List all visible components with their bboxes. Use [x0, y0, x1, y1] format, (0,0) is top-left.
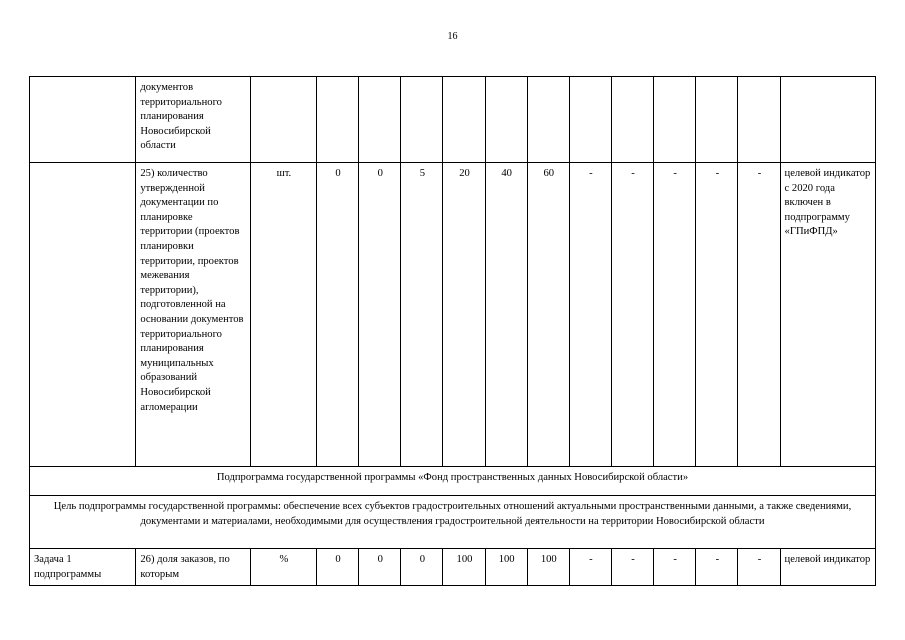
value-cell: - — [569, 549, 611, 586]
value-cell: 100 — [527, 549, 569, 586]
value-cell: - — [696, 163, 738, 467]
table-row — [30, 496, 876, 549]
value-cell: 0 — [401, 549, 443, 586]
value-cell: 0 — [359, 549, 401, 586]
value-cell: 5 — [401, 163, 443, 467]
value-cell: 0 — [359, 163, 401, 467]
value-cell: - — [738, 163, 780, 467]
note-cell: целевой индикатор — [780, 549, 875, 586]
value-cell: - — [654, 163, 696, 467]
unit-cell: шт. — [250, 163, 316, 467]
value-cell: - — [569, 163, 611, 467]
task-cell — [30, 163, 136, 467]
subprogram-goal: Цель подпрограммы государственной программы: обеспечение всех субъектов градостроительных отношений актуальными пространственными данными, а также сведениями, документами и материалами, необходимыми для осуществления градостроительной деятельности на территории Новосибирской области — [30, 496, 876, 549]
value-cell: - — [611, 549, 653, 586]
indicator-cell: 25) количество утвержденной документации по планировке территории (проектов планировки территории, проектов межевания территории), подготовленной на основании документов территориального планирования муниципальных образований Новосибирской агломерации — [136, 163, 250, 467]
indicator-cell: документов территориального планирования Новосибирской области — [136, 77, 250, 163]
task-cell — [30, 77, 136, 163]
table-row — [30, 163, 876, 467]
page-number: 16 — [447, 31, 458, 42]
table-row — [30, 467, 876, 496]
value-cell: - — [654, 549, 696, 586]
table-row — [30, 77, 876, 163]
note-cell: целевой индикатор с 2020 года включен в подпрограмму «ГПиФПД» — [780, 163, 875, 467]
task-cell: Задача 1 подпрограммы — [30, 549, 136, 586]
value-cell: 0 — [317, 549, 359, 586]
note-cell — [780, 77, 875, 163]
value-cell: 60 — [527, 163, 569, 467]
value-cell: 0 — [317, 163, 359, 467]
value-cell: 100 — [485, 549, 527, 586]
unit-cell: % — [250, 549, 316, 586]
indicator-cell: 26) доля заказов, по которым — [136, 549, 250, 586]
unit-cell — [250, 77, 316, 163]
value-cell: - — [738, 549, 780, 586]
value-cell: 20 — [443, 163, 485, 467]
value-cell: 40 — [485, 163, 527, 467]
table-row — [30, 549, 876, 586]
value-cell: - — [696, 549, 738, 586]
indicators-table — [29, 76, 876, 586]
subprogram-title: Подпрограмма государственной программы «Фонд пространственных данных Новосибирской области» — [30, 467, 876, 496]
value-cell: - — [611, 163, 653, 467]
value-cell: 100 — [443, 549, 485, 586]
